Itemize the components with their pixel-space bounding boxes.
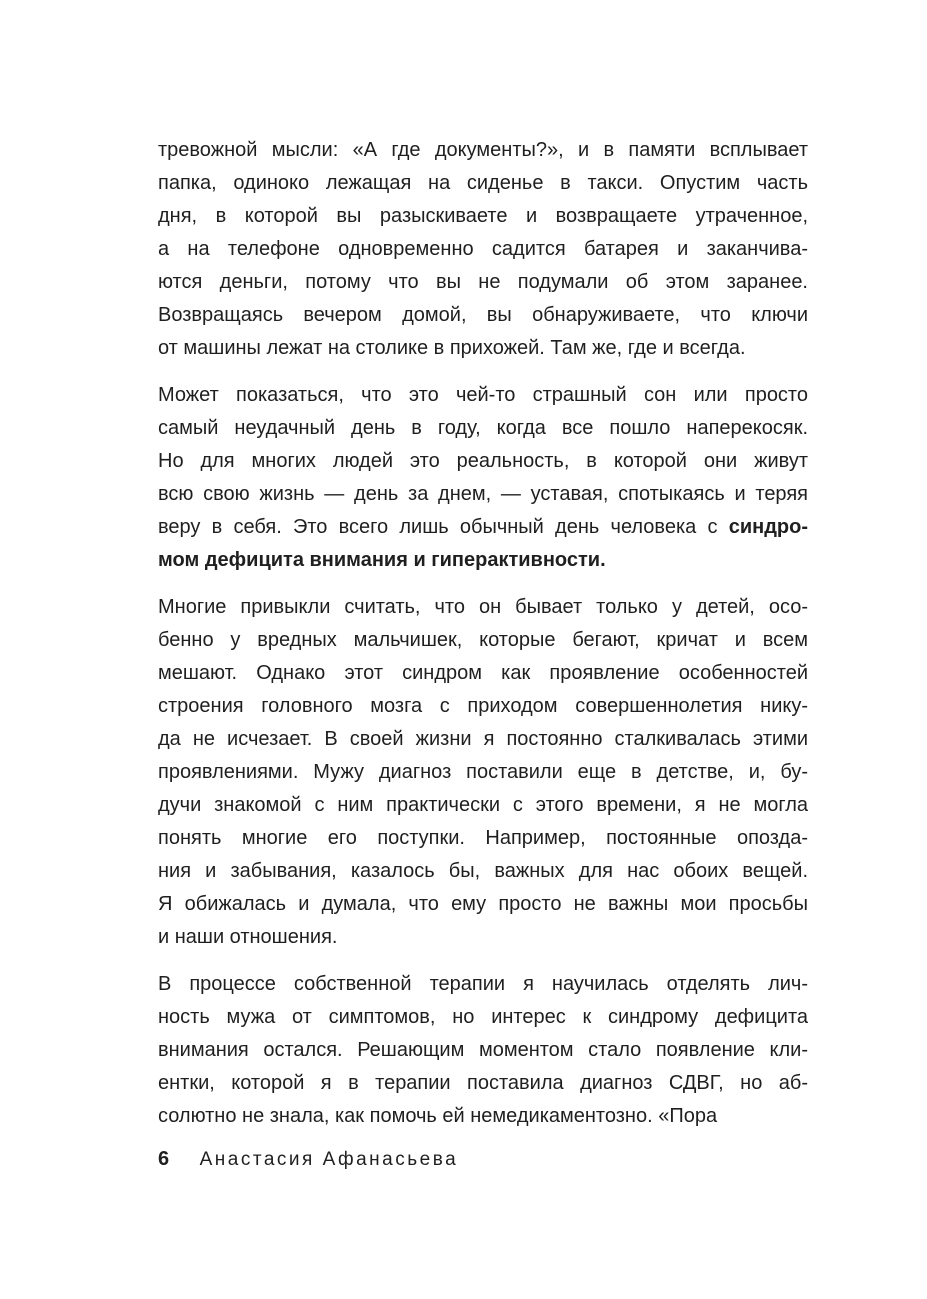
body-text: веру в себя. Это всего лишь обычный день человека с — [158, 516, 729, 538]
text-line — [158, 789, 808, 822]
text-line — [158, 1067, 808, 1100]
text-line — [158, 544, 808, 577]
text-line — [158, 723, 808, 756]
body-text: ентки, которой я в терапии поставила диагноз СДВГ, но аб- — [158, 1072, 808, 1094]
text-line — [158, 511, 808, 544]
text-line — [158, 1034, 808, 1067]
text-line — [158, 822, 808, 855]
body-text: понять многие его поступки. Например, постоянные опозда- — [158, 827, 808, 849]
body-text: Но для многих людей это реальность, в которой они живут — [158, 450, 808, 472]
body-text: проявлениями. Мужу диагноз поставили еще в детстве, и, бу- — [158, 761, 808, 783]
body-text: ность мужа от симптомов, но интерес к синдрому дефицита — [158, 1006, 808, 1028]
paragraph — [158, 134, 808, 365]
body-text: да не исчезает. В своей жизни я постоянно сталкивалась этими — [158, 728, 808, 750]
body-text: и наши отношения. — [158, 926, 338, 948]
body-text: ются деньги, потому что вы не подумали об этом заранее. — [158, 271, 808, 293]
body-text: тревожной мысли: «А где документы?», и в памяти всплывает — [158, 139, 808, 161]
body-text: В процессе собственной терапии я научилась отделять лич- — [158, 973, 808, 995]
page-text-block — [158, 134, 808, 1147]
bold-text: мом дефицита внимания и гиперактивности. — [158, 549, 606, 571]
bold-text: синдро- — [728, 516, 808, 538]
text-line — [158, 657, 808, 690]
body-text: бенно у вредных мальчишек, которые бегают, кричат и всем — [158, 629, 808, 651]
text-line — [158, 167, 808, 200]
body-text: внимания остался. Решающим моментом стало появление кли- — [158, 1039, 808, 1061]
text-line — [158, 888, 808, 921]
text-line — [158, 756, 808, 789]
text-line — [158, 690, 808, 723]
paragraph — [158, 968, 808, 1133]
text-line — [158, 445, 808, 478]
body-text: ния и забывания, казалось бы, важных для нас обоих вещей. — [158, 860, 808, 882]
text-line — [158, 624, 808, 657]
body-text: Я обижалась и думала, что ему просто не важны мои просьбы — [158, 893, 808, 915]
footer-author: Анастасия Афанасьева — [199, 1149, 459, 1170]
text-line — [158, 855, 808, 888]
body-text: а на телефоне одновременно садится батарея и заканчива- — [158, 238, 808, 260]
text-line — [158, 332, 808, 365]
body-text: Возвращаясь вечером домой, вы обнаруживаете, что ключи — [158, 304, 808, 326]
text-line — [158, 299, 808, 332]
body-text: от машины лежат на столике в прихожей. Там же, где и всегда. — [158, 337, 746, 359]
body-text: строения головного мозга с приходом совершеннолетия нику- — [158, 695, 808, 717]
text-line — [158, 379, 808, 412]
body-text: мешают. Однако этот синдром как проявление особенностей — [158, 662, 808, 684]
body-text: папка, одиноко лежащая на сиденье в такси. Опустим часть — [158, 172, 808, 194]
text-line — [158, 591, 808, 624]
text-line — [158, 266, 808, 299]
text-line — [158, 921, 808, 954]
body-text: всю свою жизнь — день за днем, — уставая, спотыкаясь и теряя — [158, 483, 808, 505]
text-line — [158, 478, 808, 511]
text-line — [158, 200, 808, 233]
body-text: Может показаться, что это чей-то страшный сон или просто — [158, 384, 808, 406]
text-line — [158, 1100, 808, 1133]
text-line — [158, 134, 808, 167]
text-line — [158, 233, 808, 266]
body-text: дня, в которой вы разыскиваете и возвращаете утраченное, — [158, 205, 808, 227]
body-text: солютно не знала, как помочь ей немедикаментозно. «Пора — [158, 1105, 718, 1127]
page-number: 6 — [158, 1148, 170, 1170]
body-text: самый неудачный день в году, когда все пошло наперекосяк. — [158, 417, 808, 439]
text-line — [158, 412, 808, 445]
paragraph — [158, 591, 808, 954]
paragraph — [158, 379, 808, 577]
page-footer — [158, 1148, 808, 1171]
text-line — [158, 1001, 808, 1034]
text-line — [158, 968, 808, 1001]
body-text: Многие привыкли считать, что он бывает только у детей, осо- — [158, 596, 808, 618]
body-text: дучи знакомой с ним практически с этого времени, я не могла — [158, 794, 808, 816]
